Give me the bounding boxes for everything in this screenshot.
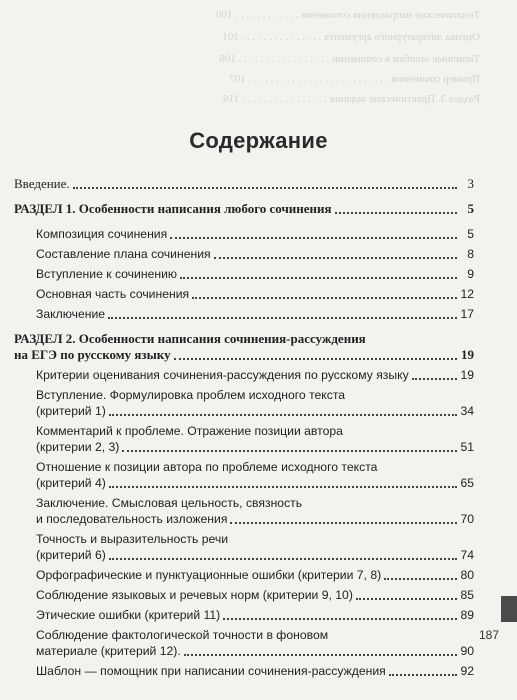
leader-dots — [214, 256, 457, 259]
toc-row — [36, 547, 474, 563]
toc-row — [36, 643, 474, 659]
leader-dots — [109, 485, 457, 488]
toc-page-number: 5 — [467, 201, 474, 216]
toc-entry-text: Шаблон — помощник при написании сочинения-рассуждения — [36, 664, 386, 678]
toc-row — [14, 201, 474, 217]
toc-page-number: 90 — [460, 644, 474, 658]
leader-dots — [180, 276, 457, 279]
toc-row — [36, 607, 474, 623]
toc-entry-text: Составление плана сочинения — [36, 247, 211, 261]
toc-entry — [14, 495, 474, 527]
toc-entry-text: РАЗДЕЛ 1. Особенности написания любого сочинения — [14, 201, 332, 216]
toc-entry-text: Вступление к сочинению — [36, 267, 178, 281]
toc-entry-text: Соблюдение языковых и речевых норм (критерии 9, 10) — [36, 588, 353, 602]
toc-page-number: 92 — [460, 664, 474, 678]
toc-entry-text: Критерии оценивания сочинения-рассуждения по русскому языку — [36, 368, 409, 382]
toc-row — [36, 511, 474, 527]
toc-entry — [14, 663, 474, 679]
toc-entry-text: (критерий 4) — [36, 476, 106, 490]
toc-entry — [14, 226, 474, 242]
toc-page-number: 12 — [460, 287, 474, 301]
leader-dots — [174, 357, 457, 360]
toc-page-number: 65 — [460, 476, 474, 490]
toc-row — [14, 347, 474, 363]
toc-page-number: 85 — [460, 588, 474, 602]
toc-entry — [14, 607, 474, 623]
toc-entry — [14, 587, 474, 603]
toc-entry-text: Вступление. Формулировка проблем исходного текста — [36, 388, 346, 402]
toc-entry — [14, 531, 474, 563]
toc-entry — [14, 387, 474, 419]
toc-section — [14, 201, 474, 217]
toc-page-number: 17 — [460, 307, 474, 321]
toc-page-number: 80 — [460, 568, 474, 582]
leader-dots — [170, 236, 457, 239]
toc-entry — [14, 459, 474, 491]
toc-page-number: 89 — [460, 608, 474, 622]
toc-row — [36, 246, 474, 262]
bleed-through-text: Тематические направления сочинения . . . . . . . . . . . . 100 Оценка литературного аргумента . . . . . . . . . . . . . . . 101 Типичные ошибки в сочинении . . . . . . . . . . . . . . . . . 106 Пример сочинения . . . . . . . . . . . . . . . . . . . . . . . . . . 107 Раздел 3. Практические задания . . . . . . . . . . . . . . . . 116 — [215, 9, 480, 105]
toc-page-number: 74 — [460, 548, 474, 562]
leader-dots — [230, 521, 457, 524]
leader-dots — [108, 316, 457, 319]
toc-entry-text: Отношение к позиции автора по проблеме исходного текста — [36, 460, 378, 474]
toc-row — [36, 306, 474, 322]
toc-entry-text: Этические ошибки (критерий 11) — [36, 608, 221, 622]
toc-entry-text: Основная часть сочинения — [36, 287, 190, 301]
toc-entry-text: Комментарий к проблеме. Отражение позиции автора — [36, 424, 343, 438]
leader-dots — [192, 296, 457, 299]
toc-entry-text: Соблюдение фактологической точности в фоновом — [36, 628, 329, 642]
toc-entry-text: на ЕГЭ по русскому языку — [14, 347, 171, 362]
leader-dots — [73, 186, 457, 189]
toc-entry-text: (критерии 2, 3) — [36, 440, 120, 454]
page-number: 187 — [478, 628, 499, 642]
toc-page-number: 34 — [460, 404, 474, 418]
toc-entry-text: материале (критерий 12). — [36, 644, 181, 658]
toc-entry-text: Заключение — [36, 307, 106, 321]
toc-entry-text: Заключение. Смысловая цельность, связность — [36, 496, 303, 510]
toc-page-number: 9 — [467, 267, 474, 281]
leader-dots — [184, 653, 457, 656]
toc-entry-text: (критерий 1) — [36, 404, 106, 418]
toc-row — [14, 176, 474, 192]
toc-row — [36, 663, 474, 679]
toc-row — [36, 475, 474, 491]
leader-dots — [384, 577, 457, 580]
toc-entry — [14, 246, 474, 262]
leader-dots — [335, 211, 457, 214]
toc-row — [36, 367, 474, 383]
toc-entry-text: (критерий 6) — [36, 548, 106, 562]
toc-page-number: 3 — [467, 176, 474, 191]
leader-dots — [412, 377, 457, 380]
leader-dots — [122, 449, 457, 452]
leader-dots — [223, 617, 457, 620]
toc-entry-text: Композиция сочинения — [36, 227, 168, 241]
toc-section — [14, 331, 474, 363]
toc-entry — [14, 176, 474, 192]
toc-row — [36, 226, 474, 242]
table-of-contents — [14, 176, 474, 683]
toc-row — [36, 403, 474, 419]
toc-row — [36, 587, 474, 603]
toc-entry-text: Орфографические и пунктуационные ошибки (критерии 7, 8) — [36, 568, 382, 582]
toc-entry — [14, 286, 474, 302]
leader-dots — [109, 413, 457, 416]
toc-row — [36, 439, 474, 455]
toc-entry — [14, 627, 474, 659]
toc-row — [36, 266, 474, 282]
toc-page-number: 51 — [460, 440, 474, 454]
toc-page-number: 8 — [467, 247, 474, 261]
toc-entry — [14, 367, 474, 383]
toc-entry-text: и последовательность изложения — [36, 512, 228, 526]
toc-page-number: 19 — [460, 368, 474, 382]
toc-entry-text: Точность и выразительность речи — [36, 532, 229, 546]
leader-dots — [109, 557, 457, 560]
toc-entry — [14, 266, 474, 282]
toc-page-number: 70 — [460, 512, 474, 526]
toc-entry-text: Введение. — [14, 176, 70, 191]
thumb-index-tab — [501, 596, 517, 622]
leader-dots — [389, 673, 457, 676]
toc-entry-text: РАЗДЕЛ 2. Особенности написания сочинения-рассуждения — [14, 331, 366, 346]
toc-row — [36, 567, 474, 583]
toc-entry — [14, 567, 474, 583]
page-title: Содержание — [189, 128, 328, 153]
toc-entry — [14, 423, 474, 455]
toc-page-number: 19 — [461, 347, 474, 362]
leader-dots — [356, 597, 457, 600]
toc-entry — [14, 306, 474, 322]
toc-page-number: 5 — [467, 227, 474, 241]
toc-row — [36, 286, 474, 302]
